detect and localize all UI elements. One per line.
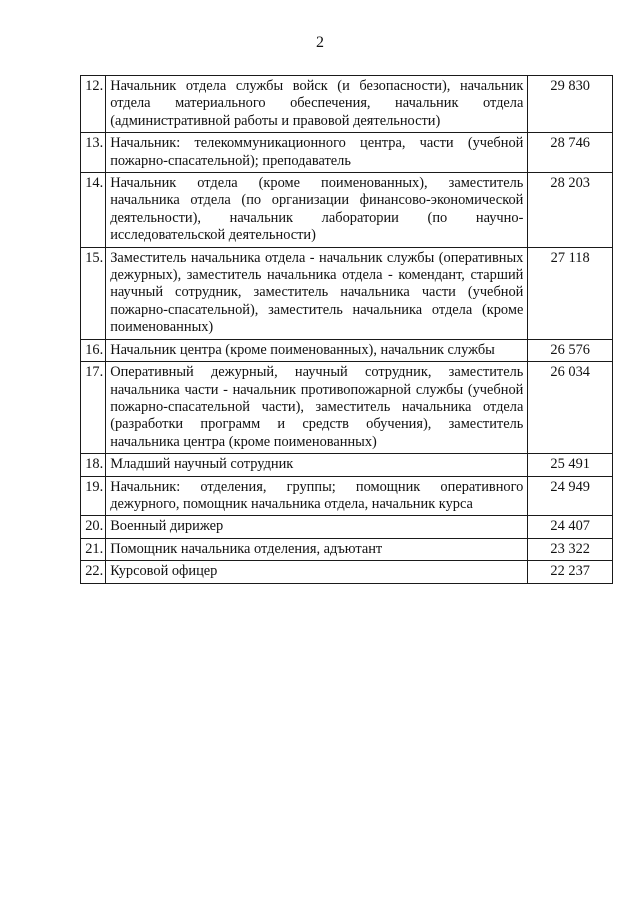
row-number: 13. xyxy=(81,133,106,173)
position-title: Начальник центра (кроме поименованных), начальник службы xyxy=(106,339,528,361)
salary-table-body xyxy=(81,76,613,584)
row-number: 14. xyxy=(81,173,106,248)
table-row xyxy=(81,173,613,248)
position-title: Начальник: отделения, группы; помощник оперативного дежурного, помощник начальника отдела, начальник курса xyxy=(106,476,528,516)
position-title: Начальник: телекоммуникационного центра, части (учебной пожарно-спасательной); преподаватель xyxy=(106,133,528,173)
position-title: Начальник отдела службы войск (и безопасности), начальник отдела материального обеспечения, начальник отдела (административной работы и правовой деятельности) xyxy=(106,76,528,133)
table-row xyxy=(81,538,613,560)
position-title: Оперативный дежурный, научный сотрудник, заместитель начальника части - начальник противопожарной службы (учебной пожарно-спасательной части), заместитель начальника отдела (разработки программ и средств обучения), заместитель начальника центра (кроме поименованных) xyxy=(106,362,528,454)
salary-amount: 23 322 xyxy=(528,538,613,560)
salary-amount: 26 034 xyxy=(528,362,613,454)
table-row xyxy=(81,516,613,538)
salary-amount: 22 237 xyxy=(528,561,613,583)
position-title: Военный дирижер xyxy=(106,516,528,538)
salary-amount: 27 118 xyxy=(528,247,613,339)
table-row xyxy=(81,561,613,583)
table-row xyxy=(81,76,613,133)
salary-amount: 28 746 xyxy=(528,133,613,173)
table-row xyxy=(81,133,613,173)
row-number: 20. xyxy=(81,516,106,538)
row-number: 19. xyxy=(81,476,106,516)
salary-amount: 24 949 xyxy=(528,476,613,516)
row-number: 16. xyxy=(81,339,106,361)
table-row xyxy=(81,339,613,361)
salary-amount: 29 830 xyxy=(528,76,613,133)
row-number: 21. xyxy=(81,538,106,560)
salary-amount: 28 203 xyxy=(528,173,613,248)
position-title: Заместитель начальника отдела - начальник службы (оперативных дежурных), заместитель начальника отдела - комендант, старший научный сотрудник, заместитель начальника части (учебной пожарно-спасательной), заместитель начальника отдела (кроме поименованных) xyxy=(106,247,528,339)
page-number: 2 xyxy=(316,34,324,51)
table-row xyxy=(81,454,613,476)
row-number: 15. xyxy=(81,247,106,339)
salary-amount: 25 491 xyxy=(528,454,613,476)
position-title: Помощник начальника отделения, адъютант xyxy=(106,538,528,560)
salary-amount: 24 407 xyxy=(528,516,613,538)
salary-amount: 26 576 xyxy=(528,339,613,361)
salary-table xyxy=(80,75,613,584)
table-row xyxy=(81,476,613,516)
position-title: Младший научный сотрудник xyxy=(106,454,528,476)
row-number: 12. xyxy=(81,76,106,133)
row-number: 18. xyxy=(81,454,106,476)
table-row xyxy=(81,362,613,454)
position-title: Начальник отдела (кроме поименованных), заместитель начальника отдела (по организации финансово-экономической деятельности), начальник лаборатории (по научно-исследовательской деятельности) xyxy=(106,173,528,248)
position-title: Курсовой офицер xyxy=(106,561,528,583)
row-number: 17. xyxy=(81,362,106,454)
row-number: 22. xyxy=(81,561,106,583)
table-row xyxy=(81,247,613,339)
